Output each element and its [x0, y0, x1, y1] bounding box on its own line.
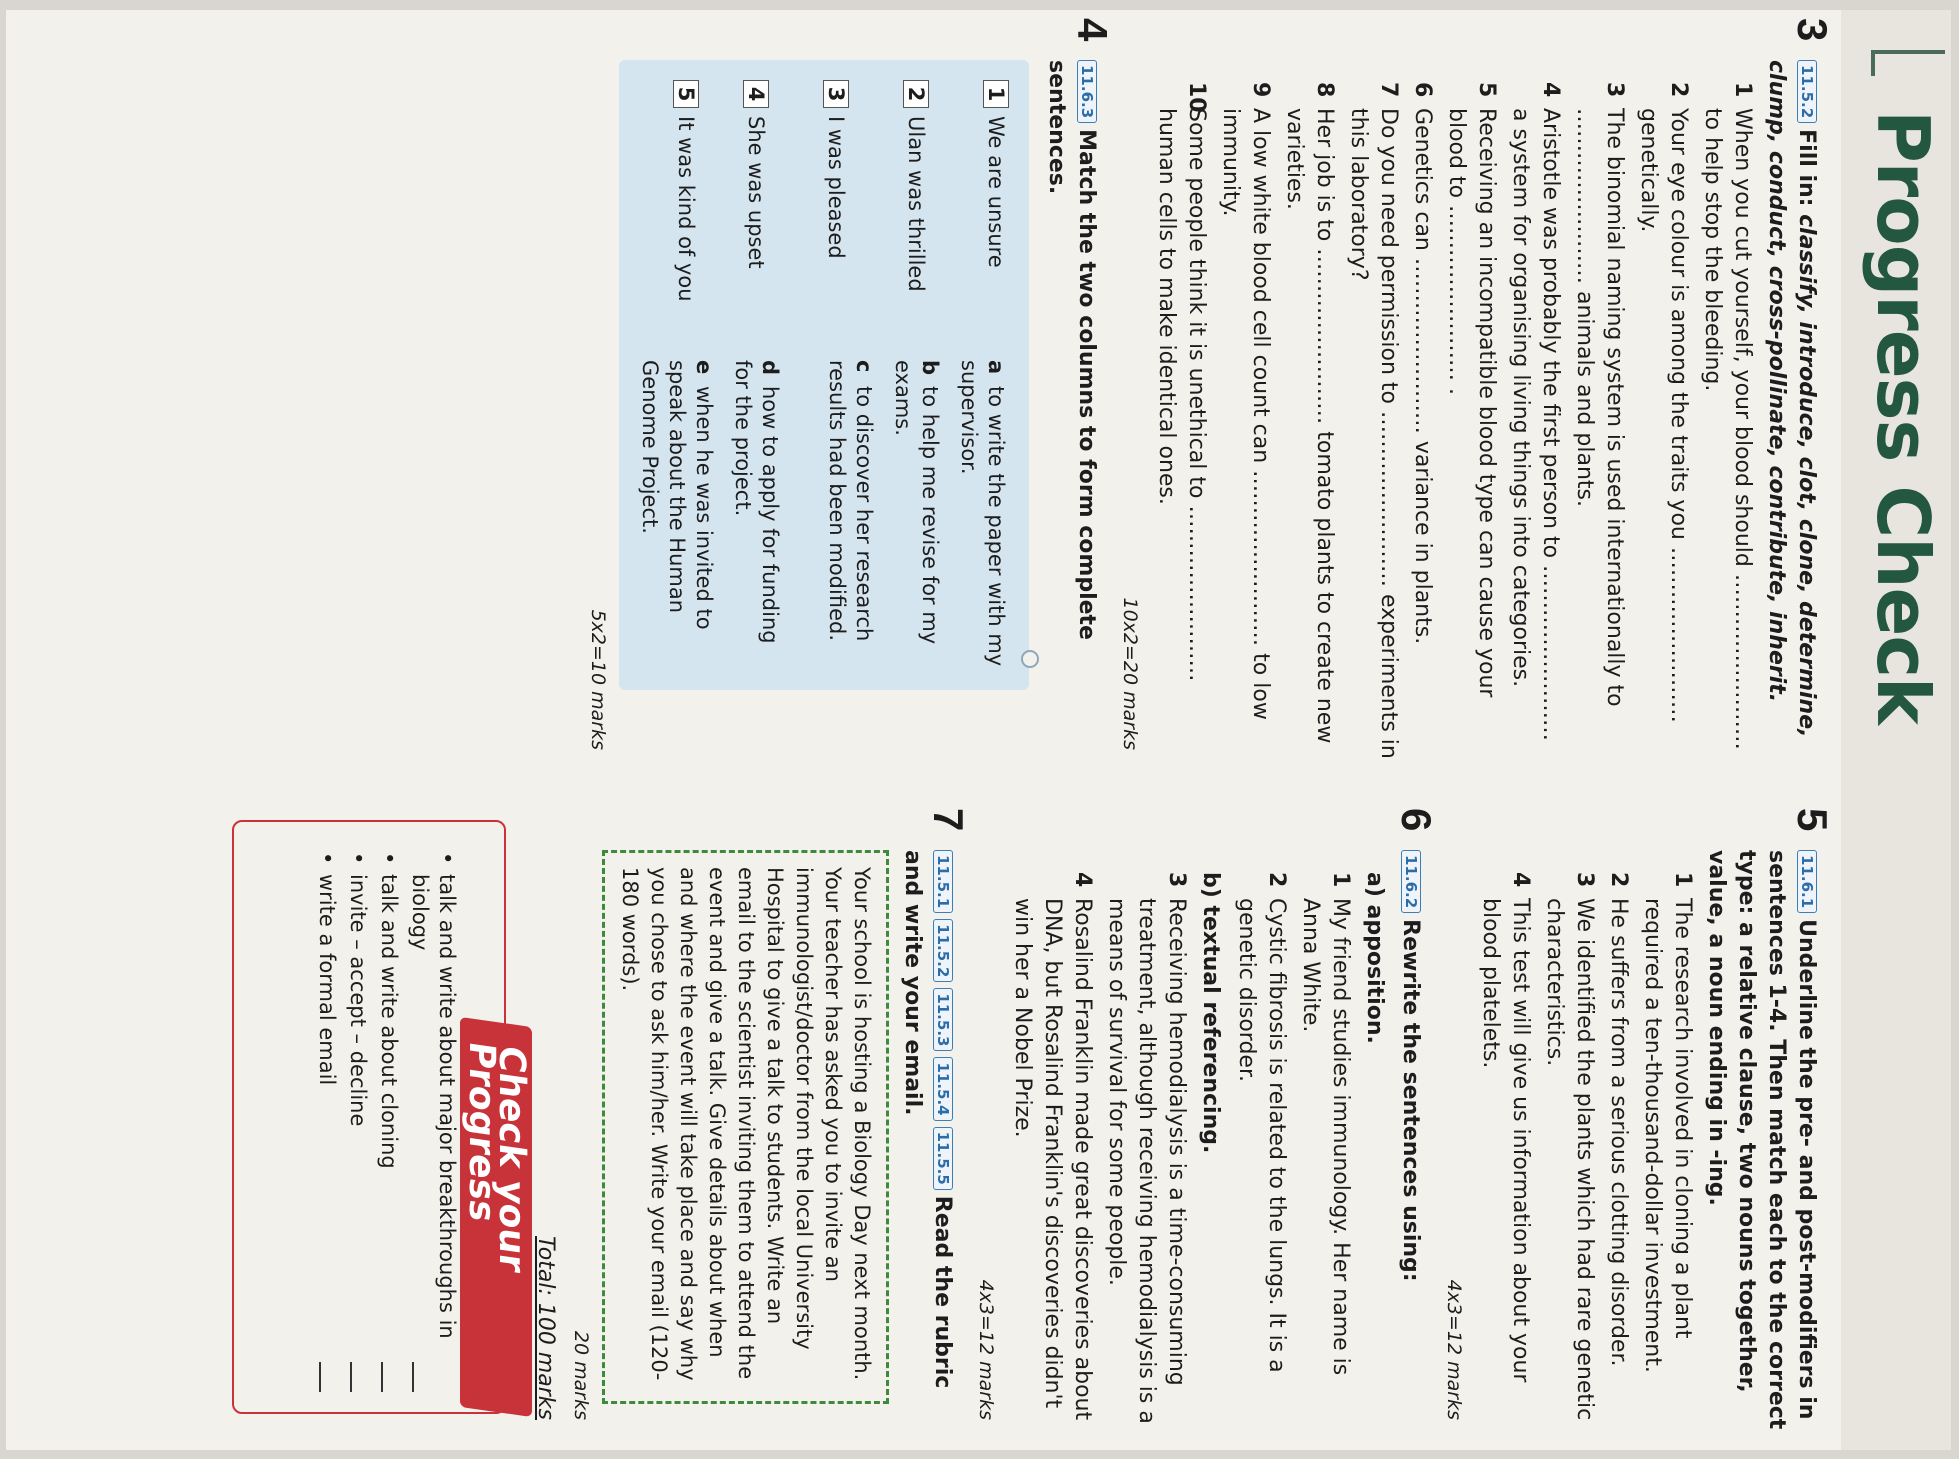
marks-label: 5x2=10 marks [587, 609, 609, 750]
page-header [1841, 10, 1951, 1450]
email-rubric: Your school is hosting a Biology Day next month. Your teacher has asked you to invite an immunologist/doctor from the local University Hospital to give a talk to students. Write an email to the scientist inviting them to attend the event and give a talk. Give details about when and where the event will take place and say why you chose to ask him/her. Write your email (120-180 words). [602, 850, 889, 1404]
objective-code: 11.6.3 [1077, 60, 1097, 123]
list-item: • write a formal email [313, 852, 340, 1392]
subsection-heading: b) textual referencing. [1198, 872, 1223, 1154]
list-item: 1 My friend studies immunology. Her name is Anna White. [1298, 872, 1353, 1376]
tick-line [412, 1362, 414, 1392]
match-right-item: cto discover her research results had been modified. [825, 360, 876, 642]
exercise-5 [1439, 808, 1836, 1430]
match-right-item: dhow to apply for funding for the project. [731, 360, 782, 644]
list-item: 9 A low white blood cell count can …………………… to low immunity. [1218, 82, 1273, 720]
matching-box [619, 60, 1029, 690]
objective-code: 11.5.5 [933, 1127, 953, 1190]
check-title: Check your Progress [460, 1017, 532, 1417]
objective-code: 11.5.4 [933, 1057, 953, 1120]
list-item: 8 Her job is to …………………… tomato plants to create new varieties. [1282, 82, 1337, 744]
tick-line [381, 1362, 383, 1392]
match-right-item: ato write the paper with my supervisor. [957, 360, 1008, 667]
match-left-item: 3I was pleased [822, 80, 849, 259]
objective-code: 11.5.2 [933, 919, 953, 982]
list-item: 2 Your eye colour is among the traits you …………………… genetically. [1636, 82, 1691, 723]
exercise-instruction: 11.6.2Rewrite the sentences using: [1395, 850, 1425, 1430]
textbook-page [6, 10, 1951, 1450]
marks-label: 4x3=12 marks [975, 1279, 997, 1420]
match-left-item: 4She was upset [742, 80, 769, 269]
tick-line [350, 1362, 352, 1392]
list-item: 4 Rosalind Franklin made great discoveries about DNA, but Rosalind Franklin's discoveries didn't win her a Nobel Prize. [1010, 872, 1095, 1421]
subsection-heading: a) apposition. [1362, 872, 1387, 1044]
objective-code: 11.6.2 [1401, 850, 1421, 913]
match-left-item: 5It was kind of you [672, 80, 699, 302]
exercise-instruction: 11.6.1Underline the pre- and post-modifiers in sentences 1-4. Then match each to the correct type: a relative clause, two nouns together, value, a noun ending in -ing. [1704, 850, 1819, 1430]
list-item: • talk and write about major breakthroughs in biology [406, 852, 460, 1392]
pin-icon [1021, 650, 1039, 668]
list-item: 2 He suffers from a serious clotting disorder. [1606, 872, 1631, 1367]
match-left-item: 1We are unsure [982, 80, 1009, 268]
page-title: Progress Check [1861, 110, 1945, 724]
list-item: 1 The research involved in cloning a plant required a ten-thousand-dollar investment. [1640, 872, 1695, 1373]
total-marks: Total: 100 marks [533, 1236, 558, 1420]
exercise-number: 7 [925, 808, 972, 832]
match-right-item: bto help me revise for my exams. [891, 360, 942, 645]
check-your-progress-box [232, 820, 532, 1414]
list-item: 1 When you cut yourself, your blood should …………………… to help stop the bleeding. [1700, 82, 1755, 750]
match-left-item: 2Ulan was thrilled [902, 80, 929, 292]
list-item: 7 Do you need permission to …………………… experiments in this laboratory? [1346, 82, 1401, 759]
exercise-4 [583, 18, 1116, 760]
word-bank: classify, introduce, clot, clone, determine, clump, conduct, cross-pollinate, contribute, inherit. [1764, 60, 1819, 738]
exercise-instruction: 11.6.3Match the two columns to form complete sentences. [1044, 60, 1099, 640]
exercise-number: 3 [1789, 18, 1836, 42]
marks-label: 20 marks [570, 1330, 592, 1420]
exercise-instruction: 11.5.111.5.211.5.311.5.411.5.5Read the rubric and write your email. [900, 850, 955, 1389]
check-list [309, 852, 460, 1392]
objective-code: 11.6.1 [1797, 850, 1817, 913]
exercise-6 [971, 808, 1440, 1430]
objective-code: 11.5.3 [933, 988, 953, 1051]
list-item: 2 Cystic fibrosis is related to the lungs. It is a genetic disorder. [1234, 872, 1289, 1373]
list-item: • talk and write about cloning [375, 852, 402, 1392]
list-item: 3 The binomial naming system is used internationally to …………………… animals and plants. [1572, 82, 1627, 707]
list-item: 10 Some people think it is unethical to …………………… human cells to make identical ones. [1154, 82, 1209, 682]
exercise-7 [530, 808, 972, 1430]
exercise-number: 5 [1789, 808, 1836, 832]
list-item: • invite – accept – decline [344, 852, 371, 1392]
list-item: 6 Genetics can …………………… variance in plants. [1410, 82, 1435, 645]
list-item: 3 Receiving hemodialysis is a time-consuming treatment, although receiving hemodialysis is a means of survival for some people. [1104, 872, 1189, 1424]
list-item: 5 Receiving an incompatible blood type can cause your blood to …………………… . [1444, 82, 1499, 698]
left-column [569, 18, 1836, 760]
match-right-item: ewhen he was invited to speak about the Human Genome Project. [638, 360, 716, 630]
exercise-instruction: 11.5.2Fill in: classify, introduce, clot, clone, determine, clump, conduct, cross-pollinate, contribute, inherit. [1764, 60, 1819, 738]
exercise-number: 4 [1069, 18, 1116, 42]
marks-label: 10x2=20 marks [1119, 597, 1141, 750]
exercise-3 [1115, 18, 1836, 760]
tick-line [319, 1362, 321, 1392]
marks-label: 4x3=12 marks [1443, 1279, 1465, 1420]
list-item: 4 Aristotle was probably the first person to …………………… a system for organising living things into categories. [1508, 82, 1563, 742]
exercise-number: 6 [1393, 808, 1440, 832]
header-bracket-decoration [1871, 50, 1945, 76]
list-item: 3 We identified the plants which had rare genetic characteristics. [1542, 872, 1597, 1421]
objective-code: 11.5.2 [1797, 60, 1817, 123]
objective-code: 11.5.1 [933, 850, 953, 913]
right-column [232, 808, 1836, 1430]
list-item: 4 This test will give us information about your blood platelets. [1478, 872, 1533, 1383]
